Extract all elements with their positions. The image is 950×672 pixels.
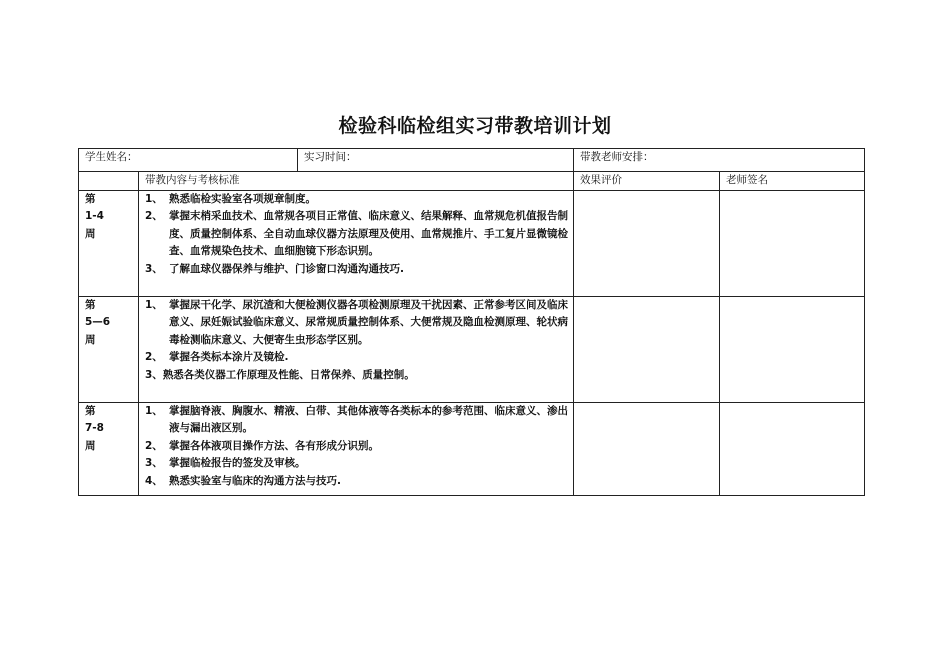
- column-header-row: [79, 172, 865, 191]
- item-text: 了解血球仪器保养与维护、门诊窗口沟通沟通技巧.: [169, 262, 404, 275]
- content-cell: [139, 190, 574, 296]
- page-title: 检验科临检组实习带教培训计划: [338, 115, 612, 137]
- week-range: 5—6: [85, 316, 111, 328]
- evaluation-cell: [574, 402, 720, 495]
- week-label-prefix: 第: [85, 404, 96, 417]
- training-plan-table: [78, 148, 865, 496]
- week-cell: [79, 402, 139, 495]
- evaluation-cell: [574, 190, 720, 296]
- week-range: 7-8: [85, 422, 104, 434]
- item-number: 3、: [145, 457, 163, 469]
- teacher-arrangement-label: 带教老师安排：: [580, 151, 654, 163]
- evaluation-cell: [574, 296, 720, 402]
- item-text: 熟悉实验室与临床的沟通方法与技巧.: [169, 474, 341, 487]
- item-text: 熟悉临检实验室各项规章制度。: [169, 192, 316, 205]
- week-row-7-8: [79, 402, 865, 495]
- list-item: [145, 473, 573, 491]
- student-name-label: 学生姓名：: [85, 151, 138, 163]
- content-column-header: 带教内容与考核标准: [139, 172, 574, 191]
- week-label-suffix: 周: [85, 439, 96, 452]
- item-number: 1、: [145, 298, 163, 311]
- item-text: 掌握末梢采血技术、血常规各项目正常值、临床意义、结果解释、血常规危机值报告制度、质量控制体系、全自动血球仪器方法原理及使用、血常规推片、手工复片显微镜检查、血常规染色技术、血细胞镜下形态识别。: [169, 210, 568, 257]
- item-number: 2、: [145, 351, 163, 363]
- item-number: 2、: [145, 439, 163, 452]
- week-column-header: [79, 172, 139, 191]
- list-item: [145, 297, 573, 350]
- list-item: [145, 455, 573, 473]
- content-cell: [139, 402, 574, 495]
- signature-cell: [720, 296, 865, 402]
- item-text: 掌握各类标本涂片及镜检.: [169, 351, 289, 363]
- item-number: 3、: [145, 368, 163, 381]
- item-number: 4、: [145, 474, 163, 487]
- week-row-1-4: [79, 190, 865, 296]
- list-item: [145, 191, 573, 209]
- list-item: [145, 349, 573, 367]
- signature-cell: [720, 190, 865, 296]
- item-text: 掌握各体液项目操作方法、各有形成分识别。: [169, 439, 379, 452]
- item-number: 3、: [145, 262, 163, 275]
- item-number: 2、: [145, 210, 163, 222]
- item-text: 掌握尿干化学、尿沉渣和大便检测仪器各项检测原理及干扰因素、正常参考区间及临床意义、尿妊娠试验临床意义、尿常规质量控制体系、大便常规及隐血检测原理、轮状病毒检测临床意义、大便寄生虫形态学区别。: [169, 298, 568, 346]
- week-label-suffix: 周: [85, 333, 96, 346]
- internship-time-cell: [298, 149, 574, 172]
- signature-cell: [720, 402, 865, 495]
- item-text: 熟悉各类仪器工作原理及性能、日常保养、质量控制。: [162, 368, 415, 381]
- list-item: [145, 438, 573, 456]
- teacher-arrangement-cell: [574, 149, 865, 172]
- student-name-cell: [79, 149, 298, 172]
- item-text: 掌握脑脊液、胸腹水、精液、白带、其他体液等各类标本的参考范围、临床意义、渗出液与漏出液区别。: [169, 404, 568, 434]
- week-cell: [79, 190, 139, 296]
- week-row-5-6: [79, 296, 865, 402]
- evaluation-column-header: 效果评价: [574, 172, 720, 191]
- signature-column-header: 老师签名: [720, 172, 865, 191]
- week-label-prefix: 第: [85, 298, 96, 311]
- item-text: 掌握临检报告的签发及审核。: [169, 457, 306, 469]
- week-label-suffix: 周: [85, 227, 96, 240]
- list-item: [145, 367, 573, 385]
- list-item: [145, 261, 573, 279]
- week-label-prefix: 第: [85, 192, 96, 205]
- internship-time-label: 实习时间：: [304, 151, 357, 163]
- week-range: 1-4: [85, 210, 104, 222]
- item-number: 1、: [145, 404, 163, 417]
- list-item: [145, 403, 573, 438]
- item-number: 1、: [145, 192, 163, 205]
- list-item: [145, 208, 573, 261]
- week-cell: [79, 296, 139, 402]
- content-cell: [139, 296, 574, 402]
- header-row: [79, 149, 865, 172]
